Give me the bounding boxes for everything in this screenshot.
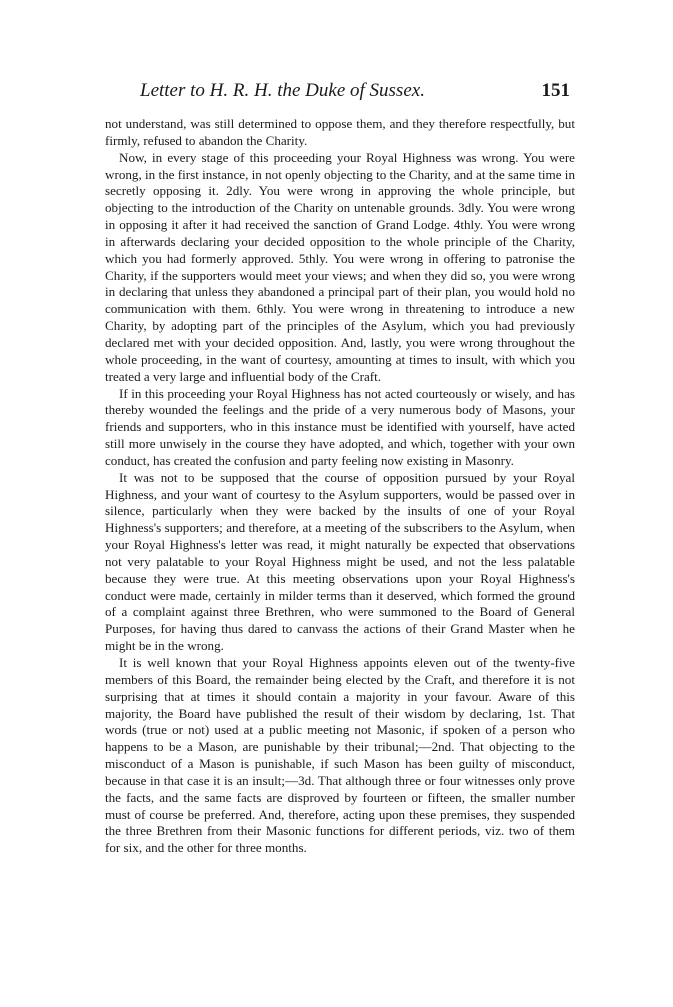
page-number: 151 — [541, 80, 570, 101]
paragraph: Now, in every stage of this proceeding your Royal Highness was wrong. You were wrong, in the first instance, in not openly objecting to the Charity, and at the same time in secretly opposing it. 2dly. You were wrong in approving the whole principle, but objecting to the introduction of the Charity on untenable grounds. 3dly. You were wrong in opposing it after it had received the sanction of Grand Lodge. 4thly. You were wrong in afterwards declaring your decided opposition to the whole principle of the Charity, which you had formerly approved. 5thly. You were wrong in offering to patronise the Charity, if the supporters would meet your views; and when they did so, you were wrong in declaring that unless they abandoned a principal part of their plan, you would hold no communication with them. 6thly. You were wrong in threatening to introduce a new Charity, by adopting part of the principles of the Asylum, which you had previously declared met with your decided opposition. And, lastly, you were wrong throughout the whole proceeding, in the want of courtesy, amounting at times to insult, with which you treated a very large and influential body of the Craft. — [105, 149, 575, 384]
paragraph: It was not to be supposed that the course of opposition pursued by your Royal Highness, and your want of courtesy to the Asylum supporters, would be passed over in silence, particularly when they were backed by the insults of one of your Royal Highness's supporters; and therefore, at a meeting of the subscribers to the Asylum, when your Royal Highness's letter was read, it might naturally be expected that observations not very palatable to your Royal Highness might be used, and not the less palatable because they were true. At this meeting observations upon your Royal Highness's conduct were made, certainly in milder terms than it deserved, which formed the ground of a complaint against three Brethren, who were summoned to the Board of General Purposes, for having thus dared to canvass the actions of their Grand Master when he might be in the wrong. — [105, 469, 575, 654]
body-text — [105, 116, 575, 857]
paragraph: It is well known that your Royal Highness appoints eleven out of the twenty-five members of this Board, the remainder being elected by the Craft, and therefore it is not surprising that at times it should contain a majority in your favour. Aware of this majority, the Board have published the result of their wisdom by declaring, 1st. That words (true or not) used at a public meeting not Masonic, if spoken of a person who happens to be a Mason, are punishable by their tribunal;—2nd. That objecting to the misconduct of a Mason is punishable, if such Mason has been guilty of misconduct, because in that case it is an insult;—3d. That although three or four witnesses only prove the facts, and the same facts are disproved by fourteen or fifteen, the smaller number must of course be preferred. And, therefore, acting upon these premises, they suspended the three Brethren from their Masonic functions for different periods, viz. two of them for six, and the other for three months. — [105, 655, 575, 856]
paragraph: If in this proceeding your Royal Highness has not acted courteously or wisely, and has thereby wounded the feelings and the pride of a very numerous body of Masons, your friends and supporters, who in this instance must be identified with yourself, have acted still more unwisely in the course they have adopted, and which, together with your own conduct, has created the confusion and party feeling now existing in Masonry. — [105, 385, 575, 468]
running-title: Letter to H. R. H. the Duke of Sussex. — [140, 80, 425, 101]
running-header — [140, 80, 570, 106]
paragraph-continued: not understand, was still determined to oppose them, and they therefore respectfully, but firmly, refused to abandon the Charity. — [105, 116, 575, 148]
